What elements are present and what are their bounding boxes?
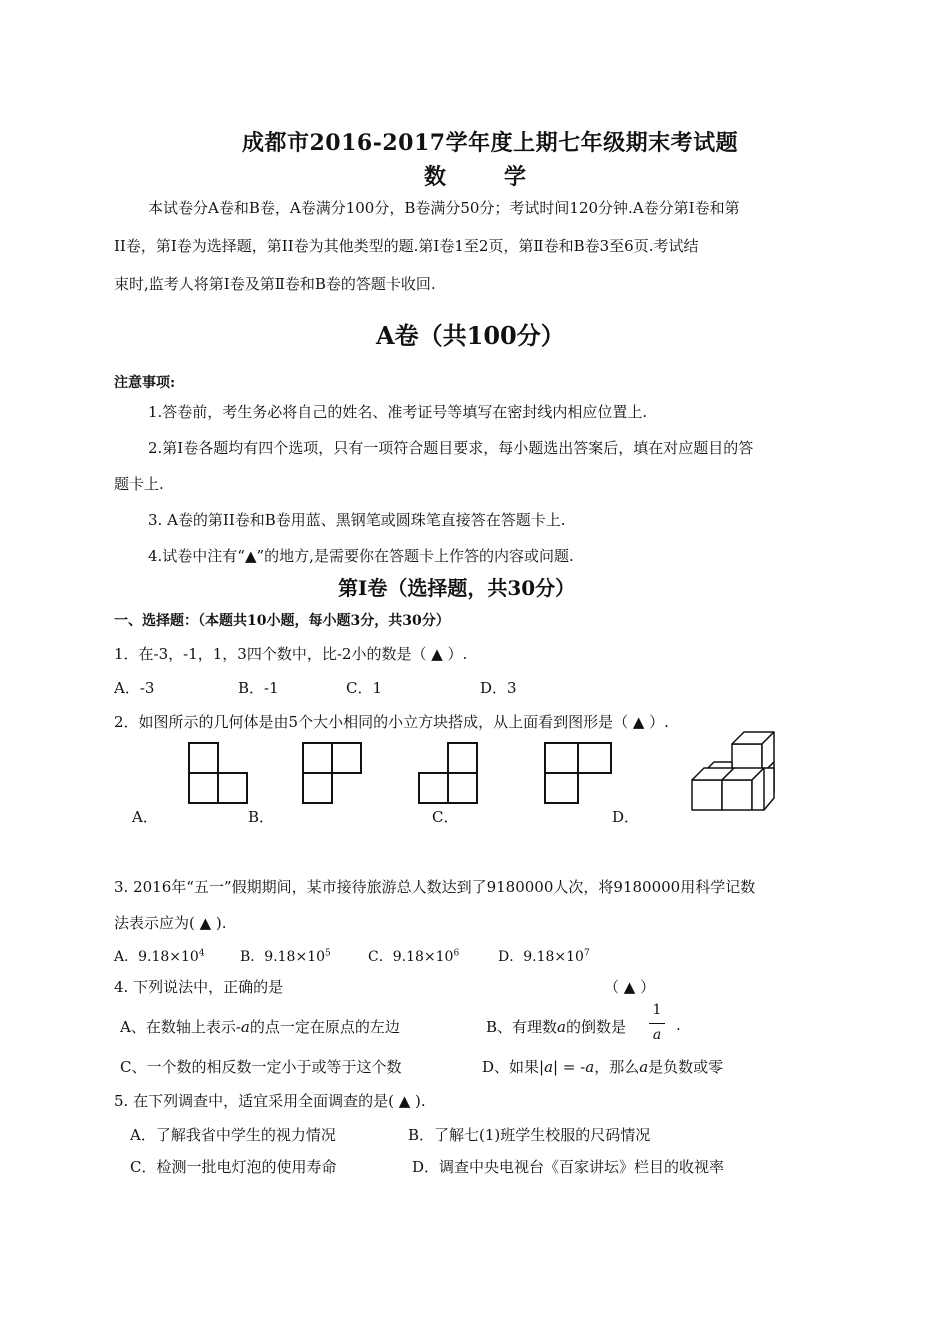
- q2-stem: 2．如图所示的几何体是由5个大小相同的小立方块搭成，从上面看到图形是（ ▲ ）.: [114, 713, 669, 731]
- q4-option-a: A、在数轴上表示-a的点一定在原点的左边: [120, 1018, 400, 1036]
- q2-figure-b: [302, 740, 372, 806]
- notes-heading: 注意事项:: [114, 375, 176, 391]
- q1-option-b: B．-1: [238, 679, 279, 697]
- q4-fraction-bar: [649, 1023, 665, 1024]
- q2-figure-d: [544, 740, 614, 806]
- q2-option-b: B．: [248, 808, 275, 826]
- section1-heading: 一、选择题：（本题共10小题，每小题3分，共30分）: [114, 613, 450, 629]
- q2-figure-a: [188, 740, 258, 806]
- q3-option-b: B．$9.18\times 10^5$: [240, 948, 331, 965]
- intro-line-1: 本试卷分A卷和B卷，A卷满分100分，B卷满分50分；考试时间120分钟.A卷分第Ⅰ卷和第: [148, 199, 740, 217]
- q1-option-d: D．3: [480, 679, 517, 697]
- q4-option-b: B、有理数a的倒数是: [486, 1018, 626, 1036]
- q4-fraction-numerator: 1: [652, 1002, 662, 1018]
- q2-option-c: C．: [432, 808, 459, 826]
- q4-answer-mark: （ ▲ ）: [604, 978, 656, 996]
- q2-option-d: D．: [612, 808, 640, 826]
- intro-line-2: II卷，第Ⅰ卷为选择题，第II卷为其他类型的题.第Ⅰ卷1至2页，第Ⅱ卷和B卷3至6页.考试结: [114, 237, 699, 255]
- q5-option-a: A．了解我省中学生的视力情况: [130, 1126, 336, 1144]
- note-3: 3. A卷的第II卷和B卷用蓝、黑钢笔或圆珠笔直接答在答题卡上.: [148, 511, 566, 529]
- q4-option-b-end: .: [676, 1016, 681, 1034]
- q3-option-d: D．$9.18\times 10^7$: [498, 948, 590, 965]
- subject-title: 数学: [424, 164, 585, 190]
- q2-solid-figure: [690, 728, 786, 814]
- intro-line-3: 束时,监考人将第Ⅰ卷及第Ⅱ卷和B卷的答题卡收回.: [114, 275, 436, 293]
- q3-option-a: A．$9.18\times 10^4$: [114, 948, 205, 965]
- q4-option-c: C、一个数的相反数一定小于或等于这个数: [120, 1058, 402, 1076]
- q3-stem-1: 3. 2016年“五一”假期期间，某市接待旅游总人数达到了9180000人次，将9180000用科学记数: [114, 878, 756, 896]
- part1-title: 第Ⅰ卷（选择题，共30分）: [338, 576, 576, 600]
- q3-stem-2: 法表示应为( ▲ ).: [114, 914, 227, 932]
- q5-stem: 5. 在下列调查中，适宜采用全面调查的是( ▲ ).: [114, 1092, 426, 1110]
- page-title: 成都市2016-2017学年度上期七年级期末考试题: [242, 130, 739, 156]
- q5-option-b: B．了解七(1)班学生校服的尺码情况: [408, 1126, 651, 1144]
- section-a-title: A卷（共100分）: [376, 321, 565, 350]
- q4-fraction-denominator: a: [652, 1027, 662, 1043]
- note-2b: 题卡上.: [114, 475, 164, 493]
- q2-figure-c: [418, 740, 488, 806]
- q5-option-d: D．调查中央电视台《百家讲坛》栏目的收视率: [412, 1158, 725, 1176]
- note-4: 4.试卷中注有“▲”的地方,是需要你在答题卡上作答的内容或问题.: [148, 547, 574, 565]
- q4-stem: 4. 下列说法中，正确的是: [114, 978, 284, 996]
- q2-option-a: A．: [132, 808, 158, 826]
- q1-option-a: A．-3: [114, 679, 155, 697]
- q3-option-c: C．$9.18\times 10^6$: [368, 948, 460, 965]
- q1-option-c: C．1: [346, 679, 383, 697]
- q4-option-d: D、如果|a| = -a，那么a是负数或零: [482, 1058, 724, 1076]
- q5-option-c: C．检测一批电灯泡的使用寿命: [130, 1158, 337, 1176]
- note-2a: 2.第Ⅰ卷各题均有四个选项，只有一项符合题目要求，每小题选出答案后，填在对应题目的答: [148, 439, 754, 457]
- note-1: 1.答卷前，考生务必将自己的姓名、准考证号等填写在密封线内相应位置上.: [148, 403, 648, 421]
- q1-stem: 1．在-3，-1，1，3四个数中，比-2小的数是（ ▲ ）.: [114, 645, 468, 663]
